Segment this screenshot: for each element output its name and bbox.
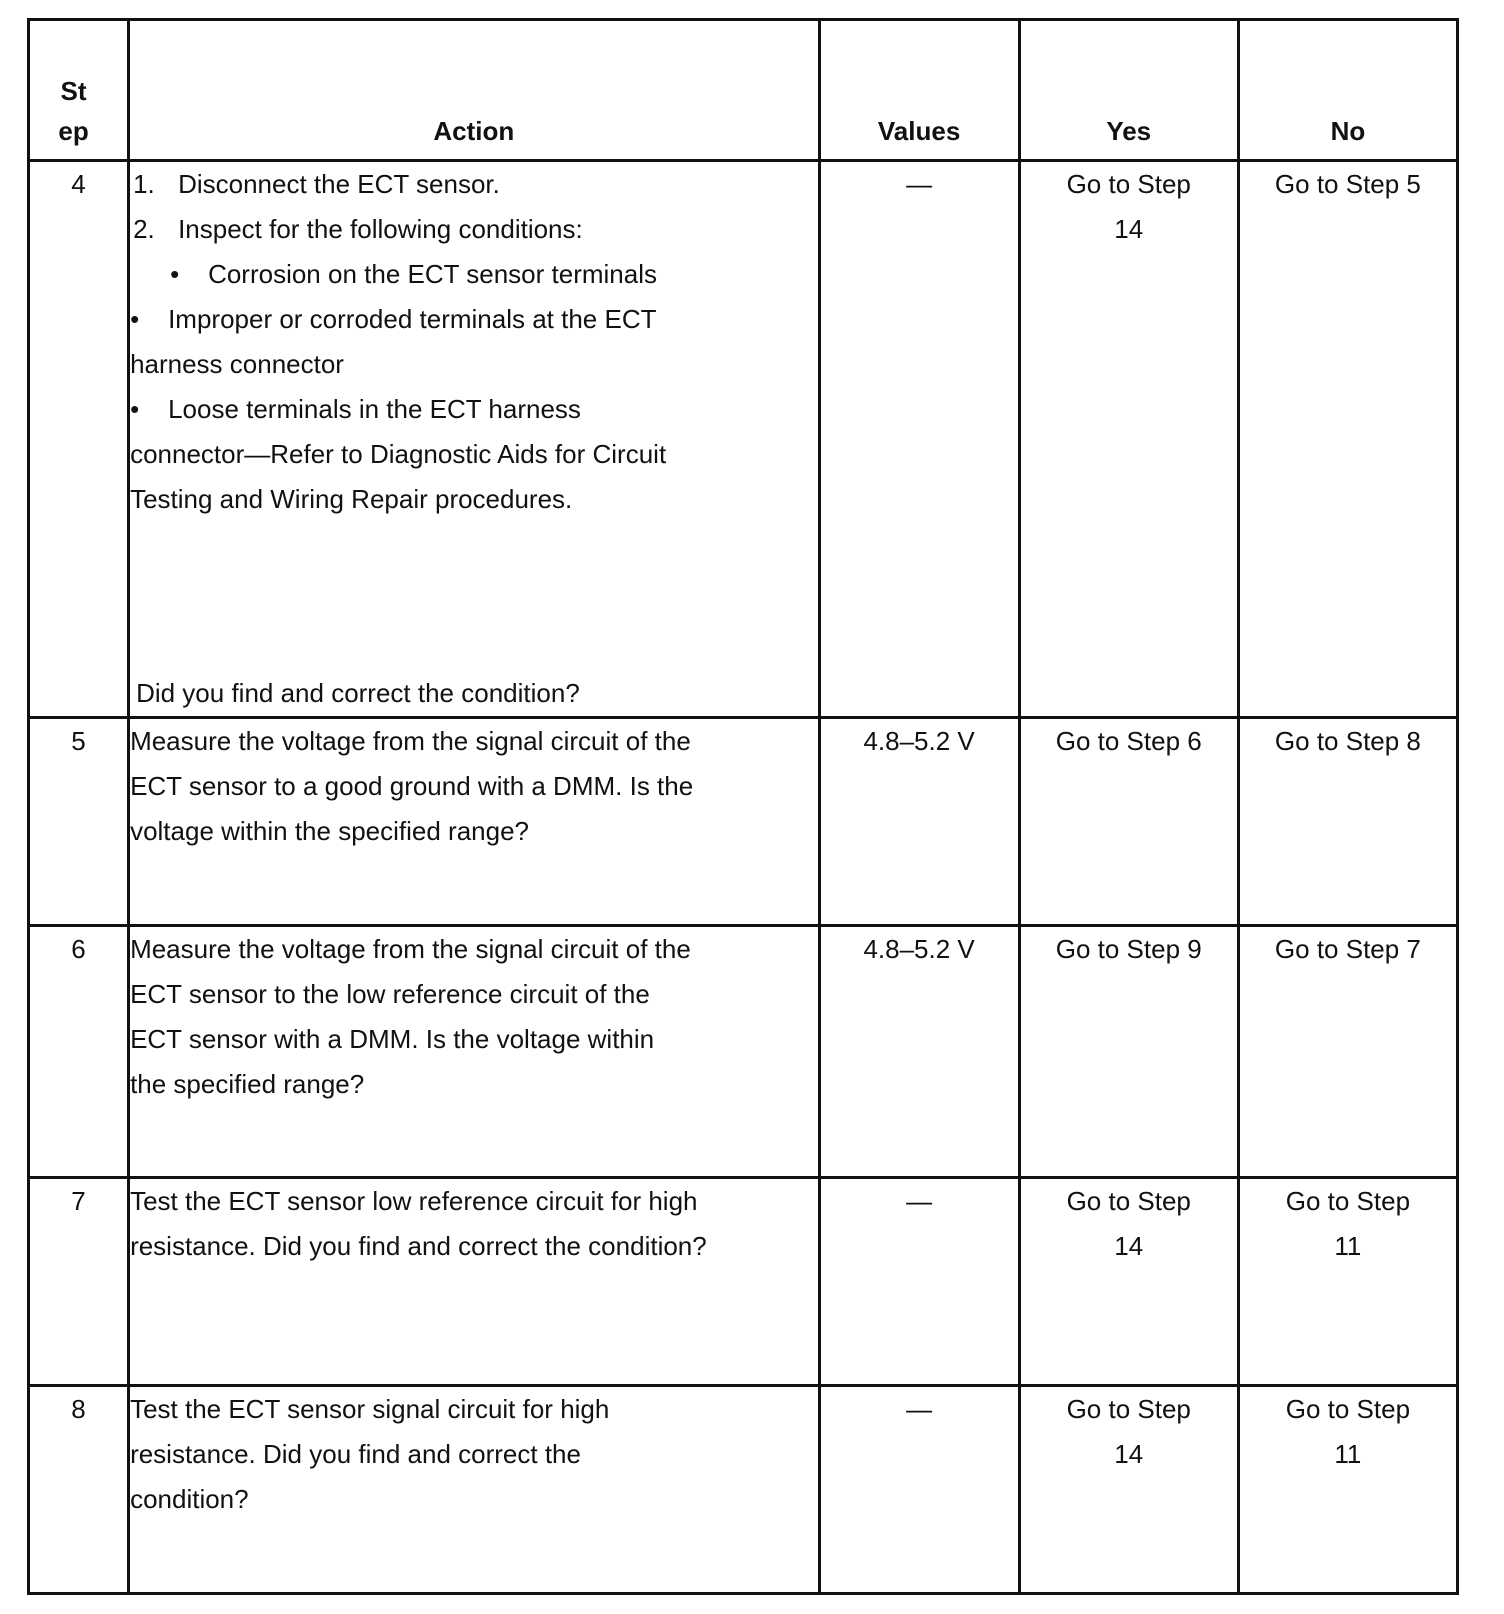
yes-line2: 14	[1114, 1439, 1144, 1469]
yes-line1: Go to Step	[1066, 1394, 1191, 1424]
action-list	[130, 162, 817, 522]
action-line: Test the ECT sensor low reference circuit for high	[130, 1186, 698, 1216]
yes-cell: Go to Step 9	[1019, 926, 1238, 1178]
no-line1: Go to Step	[1285, 1186, 1411, 1216]
yes-cell	[1019, 1178, 1238, 1386]
action-line: Test the ECT sensor signal circuit for high	[130, 1394, 610, 1424]
header-action: Action	[129, 20, 819, 161]
list-text-continued: connector—Refer to Diagnostic Aids for Circuit	[130, 439, 667, 469]
action-cell	[129, 1386, 819, 1594]
table-row	[29, 1178, 1458, 1386]
action-cell	[129, 926, 819, 1178]
header-step-line2: ep	[58, 116, 89, 146]
bullet-marker: •	[130, 394, 140, 424]
action-line: ECT sensor to a good ground with a DMM. Is the	[130, 771, 694, 801]
step-number: 8	[29, 1386, 129, 1594]
yes-cell	[1019, 1386, 1238, 1594]
values-cell: —	[819, 1386, 1019, 1594]
list-item	[130, 207, 817, 252]
no-line2: 11	[1334, 1231, 1362, 1261]
yes-cell: Go to Step 6	[1019, 718, 1238, 926]
header-yes: Yes	[1019, 20, 1238, 161]
bullet-marker: •	[130, 304, 140, 334]
action-line: Measure the voltage from the signal circuit of the	[130, 934, 691, 964]
no-cell: Go to Step 7	[1238, 926, 1457, 1178]
action-line: condition?	[130, 1484, 249, 1514]
values-cell: 4.8–5.2 V	[819, 718, 1019, 926]
list-item	[130, 162, 817, 207]
yes-line1: Go to Step	[1066, 1186, 1191, 1216]
list-marker: 1.	[133, 169, 155, 199]
table-row	[29, 161, 1458, 718]
no-line1: Go to Step	[1285, 1394, 1411, 1424]
no-cell: Go to Step 5	[1238, 161, 1457, 718]
yes-line2: 14	[1114, 214, 1144, 244]
no-cell: Go to Step 8	[1238, 718, 1457, 926]
action-line: voltage within the specified range?	[130, 816, 529, 846]
step-number: 7	[29, 1178, 129, 1386]
no-cell	[1238, 1386, 1457, 1594]
no-line2: 11	[1334, 1439, 1362, 1469]
list-text: Improper or corroded terminals at the ECT	[168, 304, 657, 334]
no-cell	[1238, 1178, 1457, 1386]
list-item	[130, 297, 817, 342]
values-cell: —	[819, 161, 1019, 718]
action-question: Did you find and correct the condition?	[136, 678, 580, 708]
header-no: No	[1238, 20, 1457, 161]
table-row	[29, 926, 1458, 1178]
action-line: ECT sensor to the low reference circuit of the	[130, 979, 650, 1009]
list-marker: 2.	[133, 214, 155, 244]
list-text: Disconnect the ECT sensor.	[178, 169, 500, 199]
header-step-line1: St	[60, 76, 87, 106]
values-cell: —	[819, 1178, 1019, 1386]
list-item	[130, 252, 817, 297]
action-line: resistance. Did you find and correct the condition?	[130, 1231, 707, 1261]
action-line: ECT sensor with a DMM. Is the voltage within	[130, 1024, 655, 1054]
list-text: Inspect for the following conditions:	[178, 214, 583, 244]
action-cell	[129, 1178, 819, 1386]
action-line: resistance. Did you find and correct the	[130, 1439, 581, 1469]
table-row	[29, 1386, 1458, 1594]
list-text-continued: Testing and Wiring Repair procedures.	[130, 484, 573, 514]
header-row	[29, 20, 1458, 161]
diagnostic-table	[27, 18, 1459, 1595]
step-number: 6	[29, 926, 129, 1178]
values-cell: 4.8–5.2 V	[819, 926, 1019, 1178]
step-number: 4	[29, 161, 129, 718]
action-cell	[129, 161, 819, 718]
yes-cell	[1019, 161, 1238, 718]
list-text-continued: harness connector	[130, 349, 344, 379]
action-line: Measure the voltage from the signal circuit of the	[130, 726, 691, 756]
action-cell	[129, 718, 819, 926]
bullet-marker: •	[170, 259, 180, 289]
list-item	[130, 387, 817, 432]
list-text: Corrosion on the ECT sensor terminals	[208, 259, 657, 289]
list-text: Loose terminals in the ECT harness	[168, 394, 581, 424]
yes-line2: 14	[1114, 1231, 1144, 1261]
yes-line1: Go to Step	[1066, 169, 1191, 199]
step-number: 5	[29, 718, 129, 926]
table-row	[29, 718, 1458, 926]
header-values: Values	[819, 20, 1019, 161]
action-line: the specified range?	[130, 1069, 365, 1099]
header-step	[29, 20, 129, 161]
